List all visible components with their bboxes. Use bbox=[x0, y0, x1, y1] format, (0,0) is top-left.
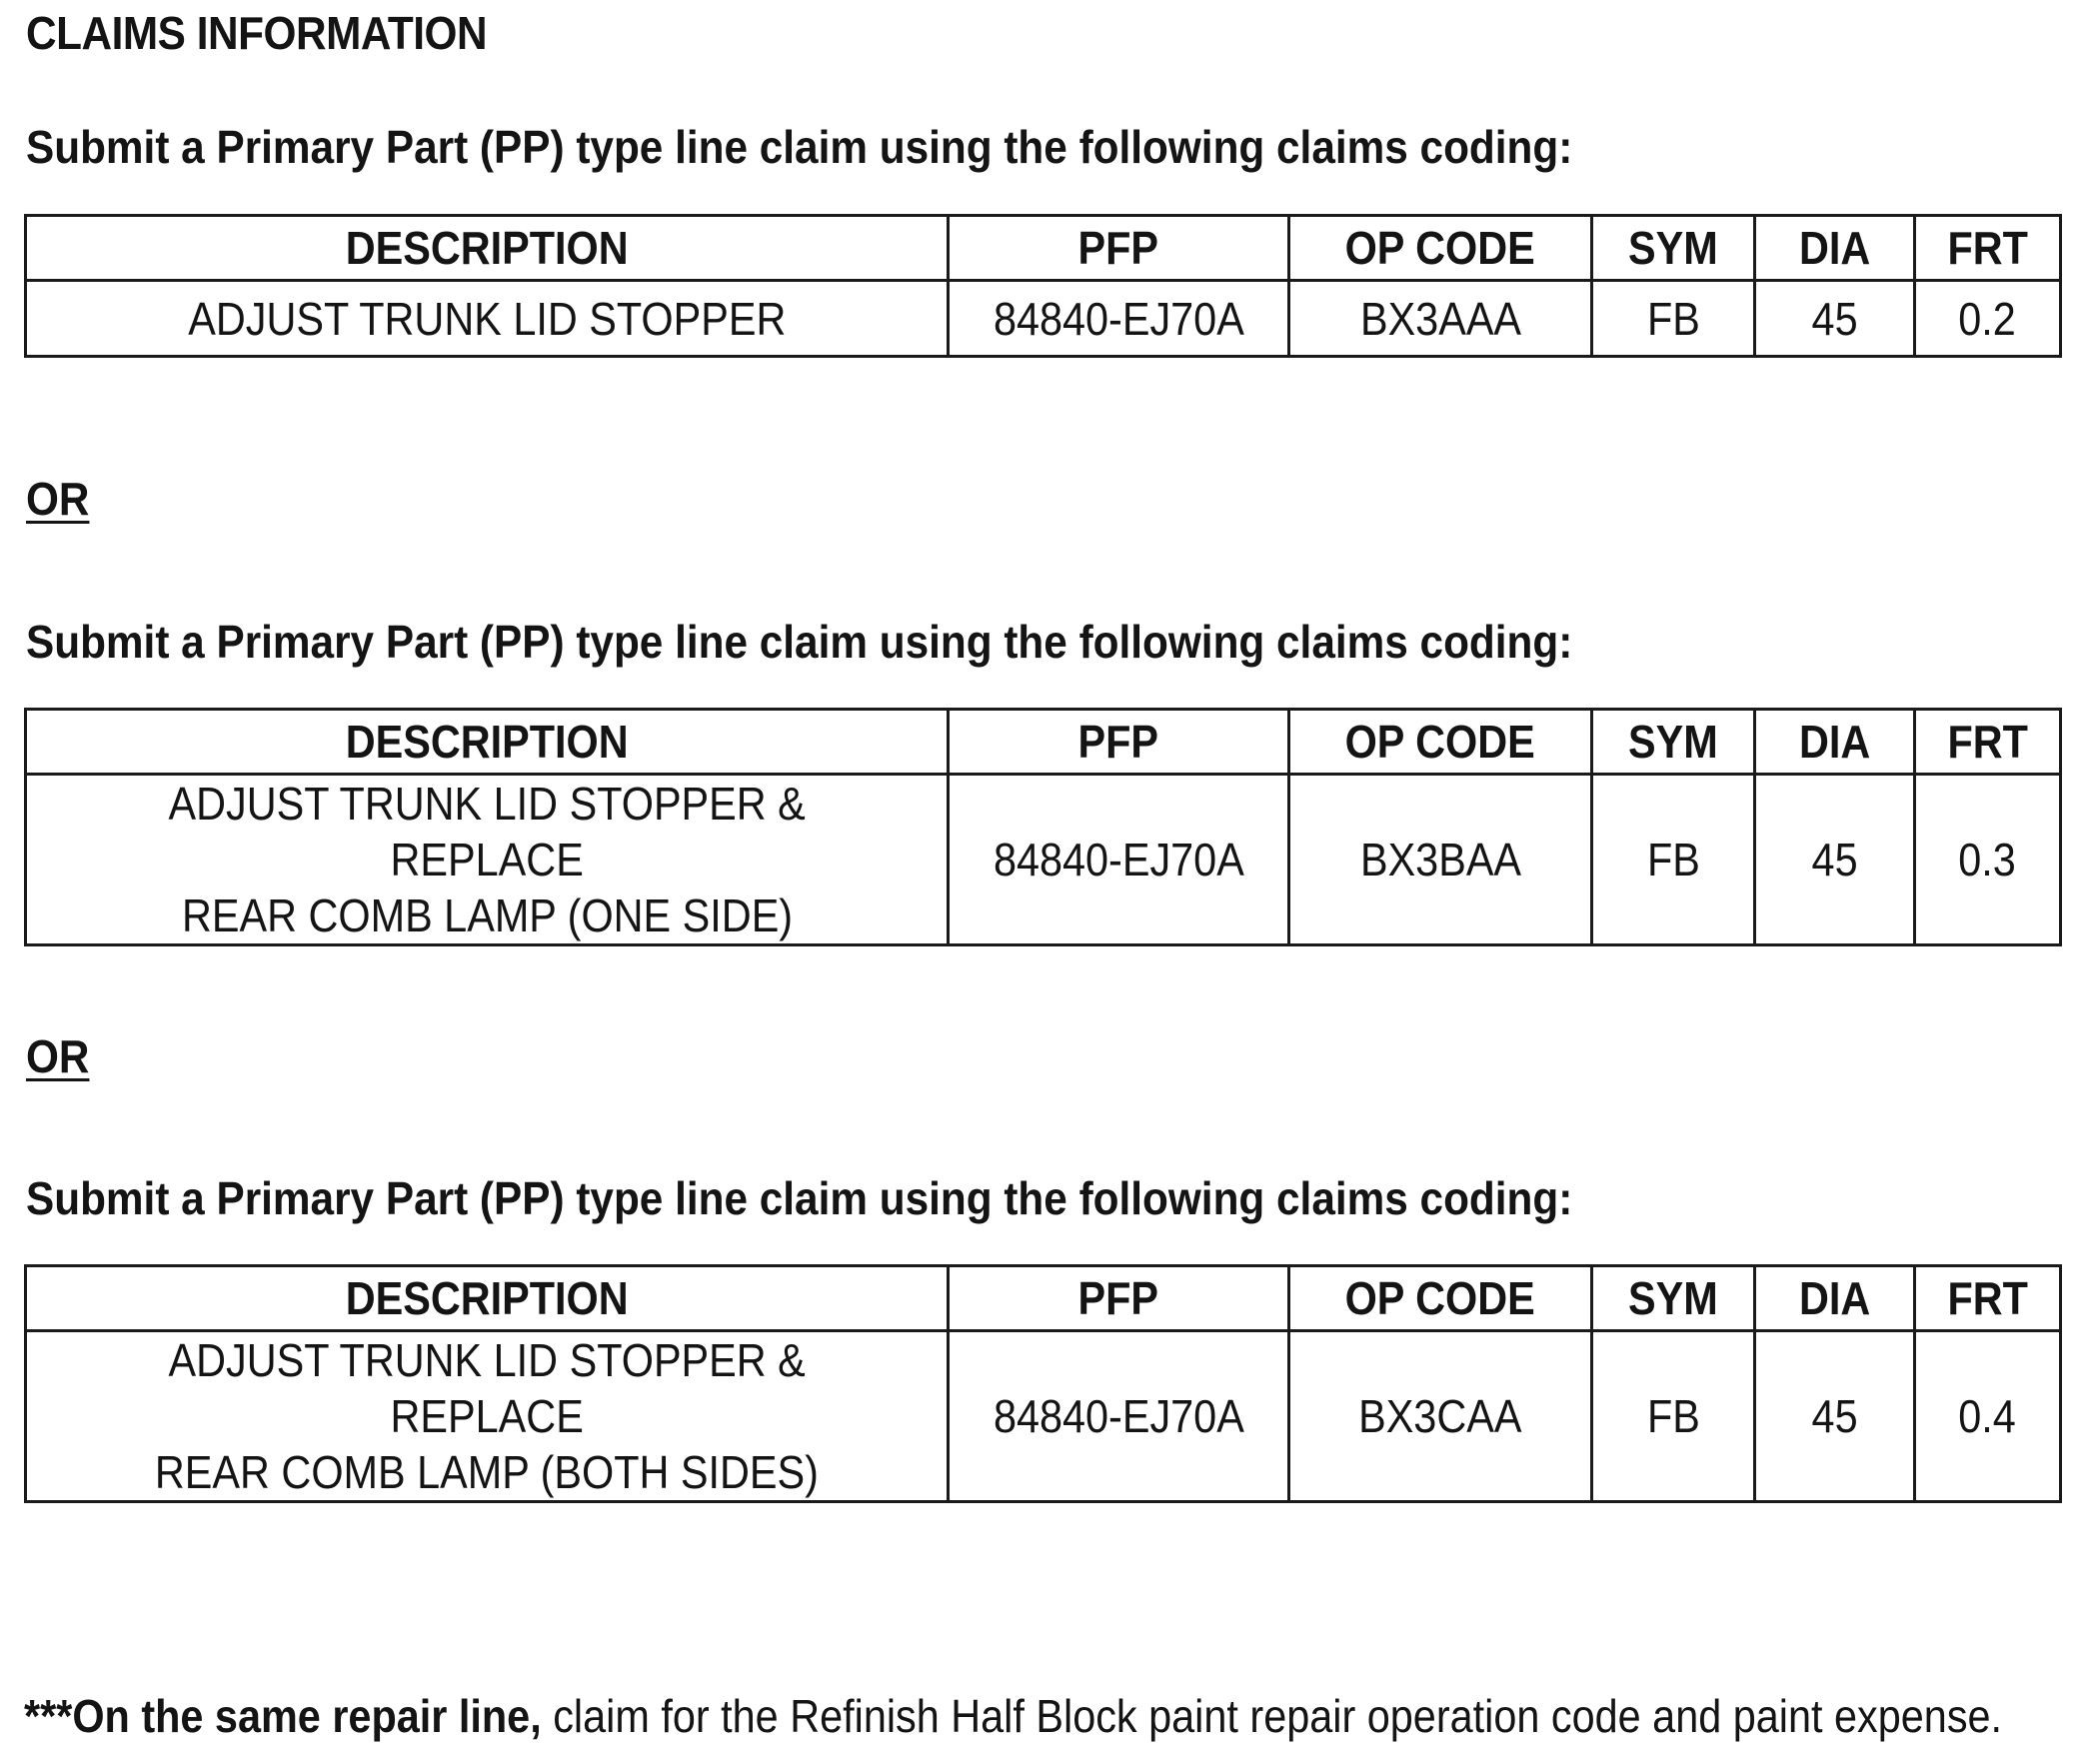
page-title: CLAIMS INFORMATION bbox=[26, 7, 488, 59]
op-code-cell: BX3CAA bbox=[1288, 1331, 1591, 1502]
column-header-frt: FRT bbox=[1914, 710, 2060, 775]
table-header-row bbox=[26, 1266, 2061, 1331]
column-header-pfp: PFP bbox=[949, 710, 1289, 775]
table-header-row bbox=[26, 216, 2061, 281]
column-header-description: DESCRIPTION bbox=[26, 216, 949, 281]
description-cell: ADJUST TRUNK LID STOPPER bbox=[26, 281, 949, 357]
column-header-sym: SYM bbox=[1592, 1266, 1754, 1331]
dia-cell: 45 bbox=[1754, 281, 1914, 357]
claim-instruction-3: Submit a Primary Part (PP) type line claim using the following claims coding: bbox=[26, 1172, 1573, 1224]
table-row bbox=[26, 281, 2061, 357]
column-header-frt: FRT bbox=[1914, 216, 2060, 281]
column-header-dia: DIA bbox=[1754, 710, 1914, 775]
pfp-cell: 84840-EJ70A bbox=[949, 281, 1289, 357]
sym-cell: FB bbox=[1592, 775, 1754, 945]
table-row bbox=[26, 775, 2061, 945]
column-header-op-code: OP CODE bbox=[1288, 710, 1591, 775]
pfp-cell: 84840-EJ70A bbox=[949, 1331, 1289, 1502]
or-divider-1: OR bbox=[26, 473, 90, 525]
op-code-cell: BX3AAA bbox=[1288, 281, 1591, 357]
claims-table-3 bbox=[24, 1264, 2062, 1503]
footnote-emphasis: ***On the same repair line, bbox=[24, 1690, 542, 1742]
pfp-cell: 84840-EJ70A bbox=[949, 775, 1289, 945]
footnote-text: claim for the Refinish Half Block paint repair operation code and paint expense. bbox=[541, 1690, 2003, 1742]
table-header-row bbox=[26, 710, 2061, 775]
column-header-dia: DIA bbox=[1754, 216, 1914, 281]
dia-cell: 45 bbox=[1754, 775, 1914, 945]
description-cell: ADJUST TRUNK LID STOPPER & REPLACE REAR COMB LAMP (ONE SIDE) bbox=[26, 775, 949, 945]
column-header-frt: FRT bbox=[1914, 1266, 2060, 1331]
frt-cell: 0.4 bbox=[1914, 1331, 2060, 1502]
sym-cell: FB bbox=[1592, 1331, 1754, 1502]
sym-cell: FB bbox=[1592, 281, 1754, 357]
column-header-op-code: OP CODE bbox=[1288, 1266, 1591, 1331]
column-header-pfp: PFP bbox=[949, 216, 1289, 281]
frt-cell: 0.2 bbox=[1914, 281, 2060, 357]
claims-table-1 bbox=[24, 214, 2062, 358]
column-header-description: DESCRIPTION bbox=[26, 1266, 949, 1331]
or-divider-2: OR bbox=[26, 1030, 90, 1082]
claim-instruction-1: Submit a Primary Part (PP) type line claim using the following claims coding: bbox=[26, 121, 1573, 173]
claim-instruction-2: Submit a Primary Part (PP) type line claim using the following claims coding: bbox=[26, 616, 1573, 668]
claims-table-2 bbox=[24, 708, 2062, 946]
column-header-pfp: PFP bbox=[949, 1266, 1289, 1331]
column-header-sym: SYM bbox=[1592, 710, 1754, 775]
column-header-op-code: OP CODE bbox=[1288, 216, 1591, 281]
footnote bbox=[24, 1689, 2002, 1743]
description-cell: ADJUST TRUNK LID STOPPER & REPLACE REAR COMB LAMP (BOTH SIDES) bbox=[26, 1331, 949, 1502]
frt-cell: 0.3 bbox=[1914, 775, 2060, 945]
table-row bbox=[26, 1331, 2061, 1502]
op-code-cell: BX3BAA bbox=[1288, 775, 1591, 945]
dia-cell: 45 bbox=[1754, 1331, 1914, 1502]
column-header-dia: DIA bbox=[1754, 1266, 1914, 1331]
column-header-sym: SYM bbox=[1592, 216, 1754, 281]
column-header-description: DESCRIPTION bbox=[26, 710, 949, 775]
